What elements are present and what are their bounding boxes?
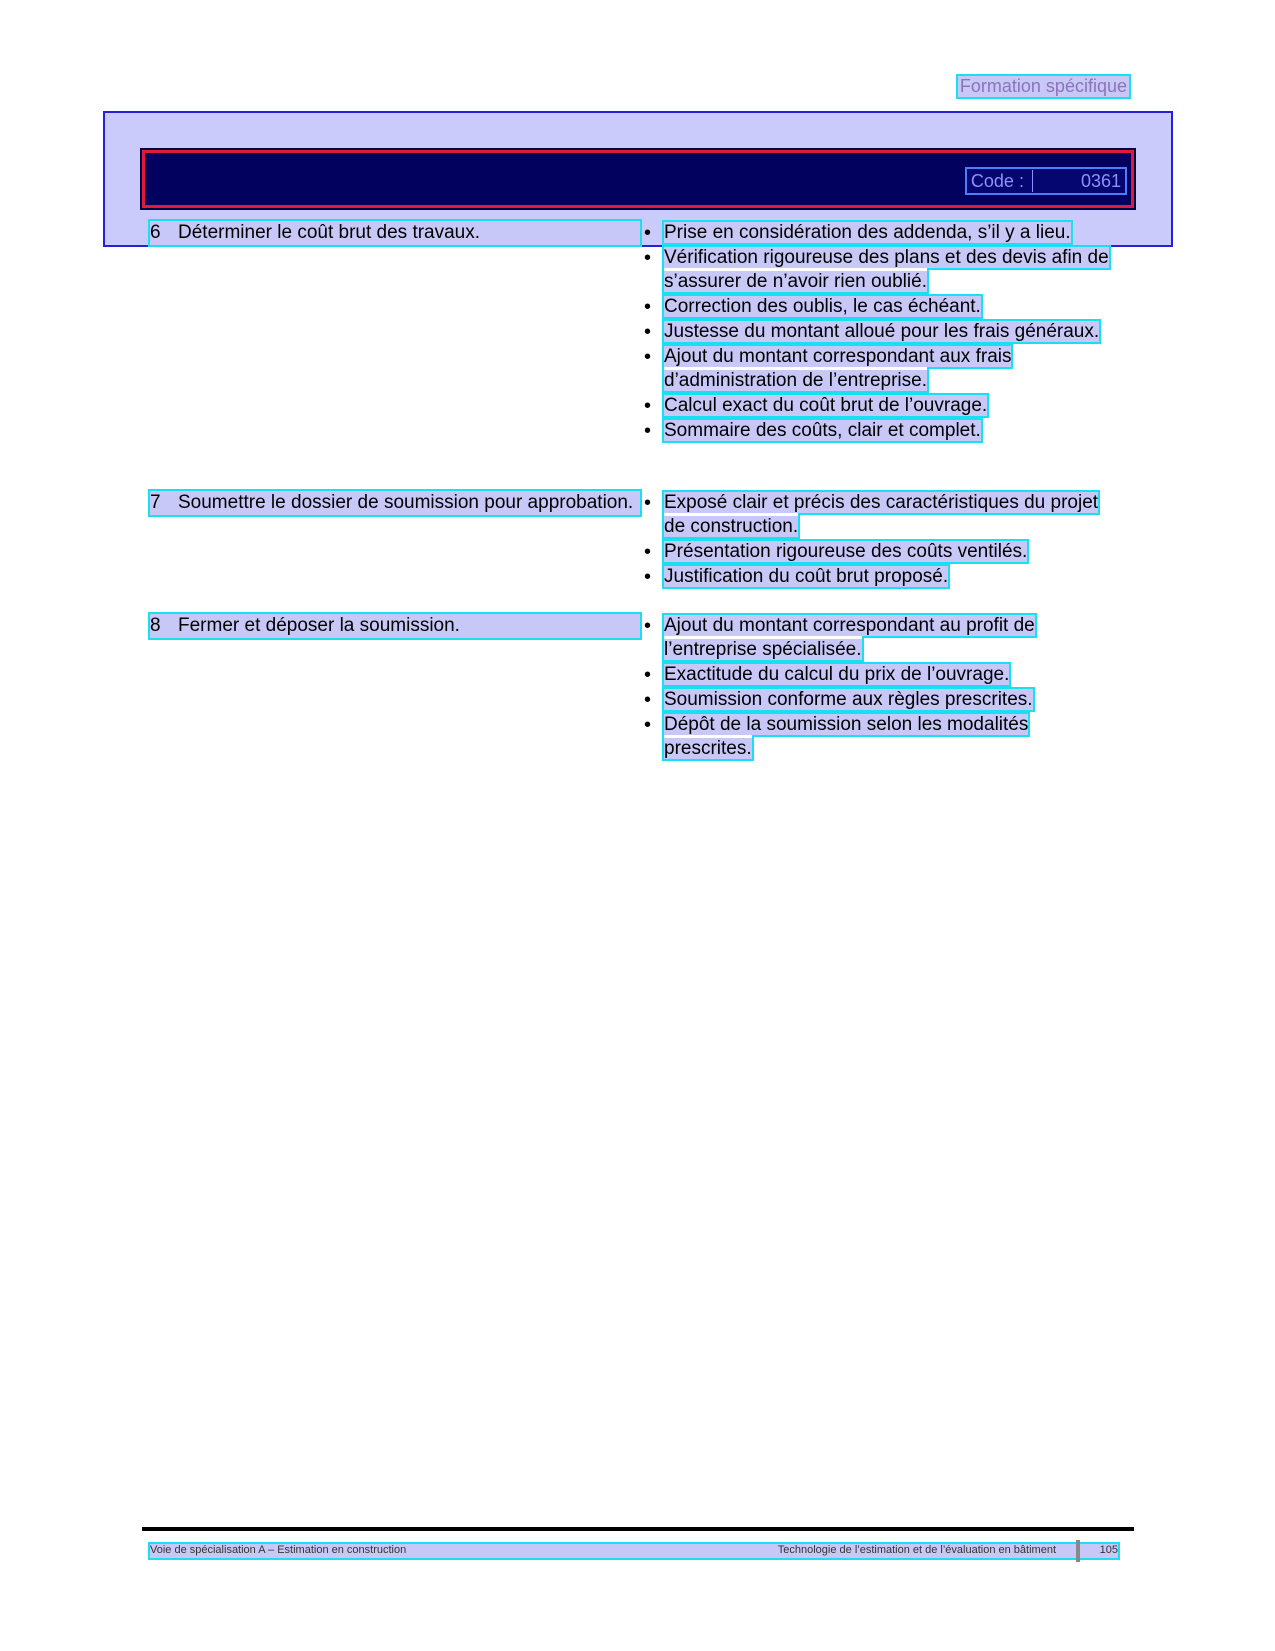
- footer-program: Voie de spécialisation A – Estimation en construction: [150, 1544, 407, 1556]
- page-number: 105: [1099, 1544, 1118, 1556]
- list-item: • Présentation rigoureuse des coûts ventilés.: [644, 540, 1120, 564]
- criterion-text: Déterminer le coût brut des travaux.: [178, 222, 481, 243]
- performance-list: [644, 491, 1120, 590]
- performance-list: [644, 221, 1120, 444]
- list-item: • Soumission conforme aux règles prescrites.: [644, 688, 1120, 712]
- list-item: • Exposé clair et précis des caractéristiques du projet de construction.: [644, 491, 1120, 539]
- performance-list: [644, 614, 1120, 762]
- list-item: • Justesse du montant alloué pour les frais généraux.: [644, 320, 1120, 344]
- footer-divider: [142, 1527, 1134, 1531]
- list-item: • Vérification rigoureuse des plans et des devis afin de s’assurer de n’avoir rien oublié.: [644, 246, 1120, 294]
- code-separator: [1032, 170, 1033, 192]
- list-item: • Prise en considération des addenda, s’il y a lieu.: [644, 221, 1120, 245]
- footer-title: Technologie de l’estimation et de l’évaluation en bâtiment: [777, 1544, 1056, 1556]
- code-box: [965, 167, 1127, 195]
- list-item: • Exactitude du calcul du prix de l’ouvrage.: [644, 663, 1120, 687]
- list-item: • Ajout du montant correspondant aux frais d’administration de l’entreprise.: [644, 345, 1120, 393]
- section-label: Formation spécifique: [959, 76, 1127, 96]
- criterion: [150, 614, 640, 638]
- criterion-number: 7: [150, 492, 161, 513]
- footer-separator: [1076, 1540, 1080, 1562]
- list-item: • Correction des oublis, le cas échéant.: [644, 295, 1120, 319]
- criterion-number: 6: [150, 222, 161, 243]
- page-footer: [150, 1544, 1118, 1558]
- criterion: [150, 221, 640, 245]
- criterion-number: 8: [150, 615, 161, 636]
- list-item: • Calcul exact du coût brut de l’ouvrage.: [644, 394, 1120, 418]
- list-item: • Justification du coût brut proposé.: [644, 565, 1120, 589]
- criterion-text: Soumettre le dossier de soumission pour approbation.: [178, 492, 634, 513]
- criterion: [150, 491, 640, 515]
- list-item: • Ajout du montant correspondant au profit de l’entreprise spécialisée.: [644, 614, 1120, 662]
- code-label: Code :: [970, 170, 1024, 191]
- criterion-text: Fermer et déposer la soumission.: [178, 615, 460, 636]
- list-item: • Sommaire des coûts, clair et complet.: [644, 419, 1120, 443]
- list-item: • Dépôt de la soumission selon les modalités prescrites.: [644, 713, 1120, 761]
- code-value: 0361: [1080, 170, 1121, 191]
- title-bar: [142, 150, 1134, 208]
